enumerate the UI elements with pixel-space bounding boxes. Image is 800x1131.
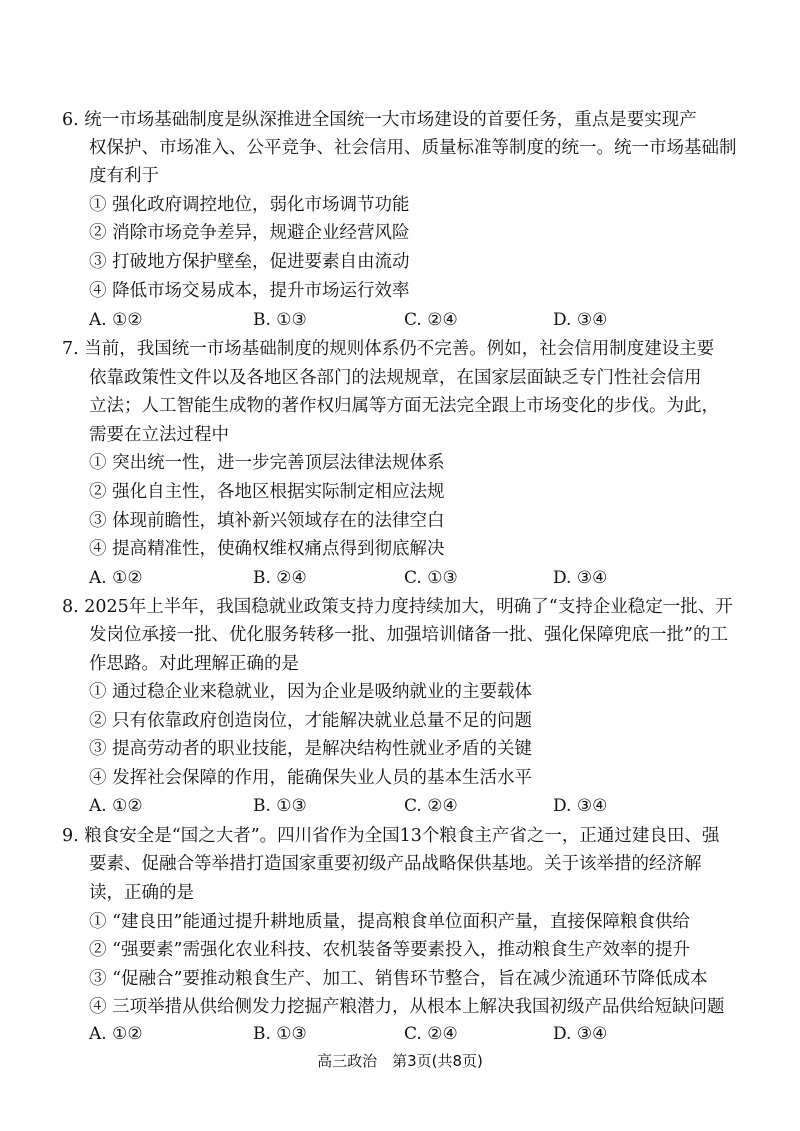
option-statement: ② “强要素”需强化农业科技、农机装备等要素投入，推动粮食生产效率的提升	[89, 940, 690, 960]
option-statement: ③ “促融合”要推动粮食生产、加工、销售环节整合，旨在减少流通环节降低成本	[89, 969, 708, 989]
choice-c: C. ②④	[404, 1024, 458, 1044]
option-statement: ② 强化自主性，各地区根据实际制定相应法规	[89, 482, 445, 502]
choice-a: A. ①②	[89, 1024, 143, 1044]
choice-d: D. ③④	[553, 796, 608, 816]
choice-b: B. ①③	[253, 796, 307, 816]
answer-choices	[0, 564, 800, 592]
option-statement: ① 通过稳企业来稳就业，因为企业是吸纳就业的主要载体	[89, 682, 533, 702]
choice-b: B. ①③	[253, 1024, 307, 1044]
choice-d: D. ③④	[553, 1024, 608, 1044]
choice-a: A. ①②	[89, 310, 143, 330]
question-stem-line: 权保护、市场准入、公平竞争、社会信用、质量标准等制度的统一。统一市场基础制	[89, 138, 737, 158]
option-statement: ④ 降低市场交易成本，提升市场运行效率	[89, 281, 410, 301]
question-stem-line: 读，正确的是	[89, 883, 194, 903]
question-stem-line: 需要在立法过程中	[89, 425, 229, 445]
choice-d: D. ③④	[553, 568, 608, 588]
question-stem-line: 6. 统一市场基础制度是纵深推进全国统一大市场建设的首要任务，重点是要实现产	[62, 110, 697, 130]
question-stem-line: 立法；人工智能生成物的著作权归属等方面无法完全跟上市场变化的步伐。为此，	[89, 396, 719, 416]
question-stem-line: 7. 当前，我国统一市场基础制度的规则体系仍不完善。例如，社会信用制度建设主要	[62, 339, 715, 359]
option-statement: ③ 打破地方保护壁垒，促进要素自由流动	[89, 252, 410, 272]
question-stem-line: 作思路。对此理解正确的是	[89, 654, 299, 674]
choice-a: A. ①②	[89, 796, 143, 816]
question-stem-line: 要素、促融合等举措打造国家重要初级产品战略保供基地。关于该举措的经济解	[89, 854, 702, 874]
choice-c: C. ②④	[404, 310, 458, 330]
question-stem-line: 度有利于	[89, 166, 159, 186]
option-statement: ① “建良田”能通过提升耕地质量，提高粮食单位面积产量，直接保障粮食供给	[89, 912, 690, 932]
question-stem-line: 发岗位承接一批、优化服务转移一批、加强培训储备一批、强化保障兜底一批”的工	[89, 625, 728, 645]
question-stem-line: 8. 2025年上半年，我国稳就业政策支持力度持续加大，明确了“支持企业稳定一批、开	[62, 597, 733, 617]
option-statement: ② 消除市场竞争差异，规避企业经营风险	[89, 223, 410, 243]
option-statement: ④ 三项举措从供给侧发力挖掘产粮潜力，从根本上解决我国初级产品供给短缺问题	[89, 997, 725, 1017]
choice-a: A. ①②	[89, 568, 143, 588]
option-statement: ④ 提高精准性，使确权维权痛点得到彻底解决	[89, 539, 445, 559]
answer-choices	[0, 1020, 800, 1048]
choice-c: C. ①③	[404, 568, 458, 588]
option-statement: ② 只有依靠政府创造岗位，才能解决就业总量不足的问题	[89, 711, 533, 731]
answer-choices	[0, 792, 800, 820]
question-stem-line: 依靠政策性文件以及各地区各部门的法规规章，在国家层面缺乏专门性社会信用	[89, 368, 702, 388]
option-statement: ① 强化政府调控地位，弱化市场调节功能	[89, 195, 410, 215]
question-stem-line: 9. 粮食安全是“国之大者”。四川省作为全国13个粮食主产省之一，正通过建良田、强	[62, 826, 720, 846]
choice-c: C. ②④	[404, 796, 458, 816]
choice-b: B. ①③	[253, 310, 307, 330]
choice-b: B. ②④	[253, 568, 307, 588]
option-statement: ③ 提高劳动者的职业技能，是解决结构性就业矛盾的关键	[89, 739, 533, 759]
choice-d: D. ③④	[553, 310, 608, 330]
option-statement: ④ 发挥社会保障的作用，能确保失业人员的基本生活水平	[89, 768, 533, 788]
answer-choices	[0, 306, 800, 334]
page-footer: 高三政治 第3页(共8页)	[317, 1052, 483, 1070]
option-statement: ① 突出统一性，进一步完善顶层法律法规体系	[89, 453, 445, 473]
option-statement: ③ 体现前瞻性，填补新兴领域存在的法律空白	[89, 511, 445, 531]
